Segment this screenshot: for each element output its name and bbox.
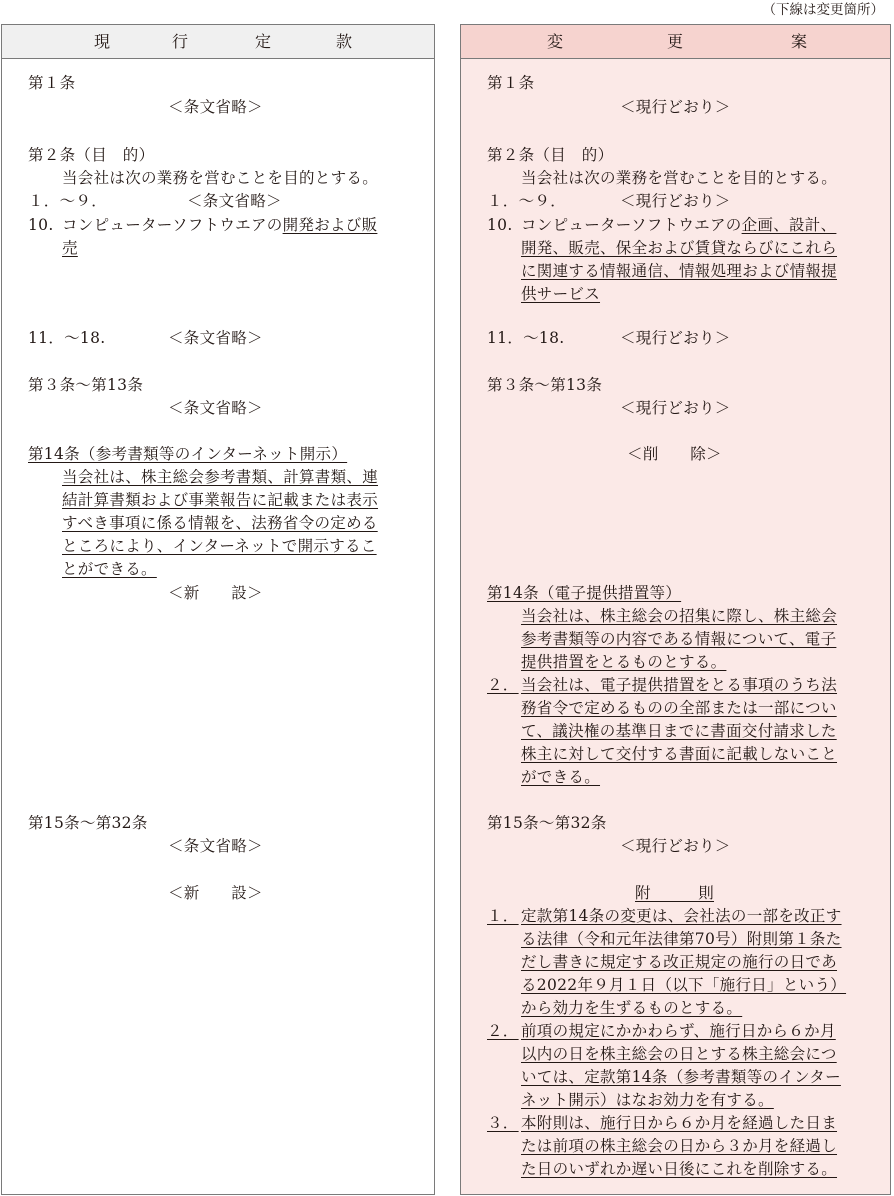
article-14-para2-number: ２． — [487, 676, 519, 694]
items-1-9-omitted: ＜条文省略＞ — [187, 192, 282, 210]
article-14-line: すべき事項に係る情報を、法務省令の定める — [62, 514, 378, 532]
supplementary-1-line: 定款第14条の変更は、会社法の一部を改正す — [521, 907, 842, 925]
header-char: 案 — [791, 32, 808, 51]
item-10-text — [62, 214, 377, 237]
article-14-line: とができる。 — [62, 560, 157, 578]
legend-note: （下線は変更箇所） — [762, 2, 884, 18]
article-1-unchanged: ＜現行どおり＞ — [620, 98, 731, 116]
article-14-title: 第14条（電子提供措置等） — [487, 584, 682, 602]
item-10-changed: 開発および販 — [282, 216, 378, 234]
article-2-title: 第２条（目 的） — [28, 146, 155, 164]
articles-15-32-omitted: ＜条文省略＞ — [168, 837, 263, 855]
proposed-amendments-column — [460, 24, 891, 1195]
items-11-18-unchanged: ＜現行どおり＞ — [620, 329, 731, 347]
item-10-changed: 企画、設計、 — [741, 216, 837, 234]
articles-3-13-title: 第３条～第13条 — [28, 376, 144, 394]
supplementary-2-line: ネット開示）はなお効力を有する。 — [521, 1091, 774, 1109]
item-10-changed-line: に関連する情報通信、情報処理および情報提 — [521, 262, 838, 280]
new-article-placeholder: ＜新 設＞ — [168, 584, 263, 602]
supplementary-3-line: たは前項の株主総会の日から３か月を経過し — [521, 1137, 838, 1155]
article-2-title: 第２条（目 的） — [487, 146, 614, 164]
article-14-line: 当会社は、株主総会参考書類、計算書類、連 — [62, 468, 379, 486]
item-10-number: 10. — [487, 216, 513, 234]
supplementary-1-line: る法律（令和元年法律第70号）附則第１条た — [521, 930, 842, 948]
header-char: 更 — [667, 32, 684, 51]
header-char: 現 — [94, 32, 111, 51]
supplementary-2-number: ２． — [487, 1022, 519, 1040]
articles-3-13-unchanged: ＜現行どおり＞ — [620, 399, 731, 417]
current-articles-column — [1, 24, 435, 1195]
deleted-marker: ＜削 除＞ — [627, 445, 722, 463]
header-char: 変 — [547, 32, 564, 51]
header-char: 行 — [172, 32, 189, 51]
items-11-18: 11．～18. — [28, 329, 106, 347]
supplementary-title: 附 則 — [635, 884, 715, 902]
supplementary-1-line: る2022年９月１日（以下「施行日」という） — [521, 976, 847, 994]
article-14-line: 当会社は、株主総会の招集に際し、株主総会 — [521, 607, 838, 625]
supplementary-1-line: から効力を生ずるものとする。 — [521, 999, 743, 1017]
supplementary-1-line: だし書きに規定する改正規定の施行の日であ — [521, 953, 838, 971]
items-11-18: 11．～18. — [487, 329, 565, 347]
article-1-title: 第１条 — [28, 74, 76, 92]
article-2-body: 当会社は次の業務を営むことを目的とする。 — [521, 169, 838, 187]
article-14-para2-line: 株主に対して交付する書面に記載しないこと — [521, 745, 838, 763]
article-14-para2-line: て、議決権の基準日までに書面交付請求した — [521, 722, 837, 740]
articles-15-32-unchanged: ＜現行どおり＞ — [620, 837, 731, 855]
article-14-line: 提供措置をとるものとする。 — [521, 653, 727, 671]
item-10-changed-line: 開発、販売、保全および賃貸ならびにこれら — [521, 239, 838, 257]
supplementary-2-line: いては、定款第14条（参考書類等のインター — [521, 1068, 841, 1086]
article-14-line: ところにより、インターネットで開示するこ — [62, 537, 377, 555]
articles-15-32-title: 第15条～第32条 — [28, 814, 148, 832]
item-10-number: 10. — [28, 216, 54, 234]
supplementary-1-number: １． — [487, 907, 519, 925]
articles-3-13-title: 第３条～第13条 — [487, 376, 603, 394]
items-1-9: １．～９． — [28, 192, 108, 210]
proposed-amendments-header — [461, 25, 890, 59]
article-14-para2-line: ができる。 — [521, 768, 601, 786]
items-11-18-omitted: ＜条文省略＞ — [168, 329, 263, 347]
article-14-line: 参考書類等の内容である情報について、電子 — [521, 630, 837, 648]
article-1-omitted: ＜条文省略＞ — [168, 98, 263, 116]
item-10-text — [521, 214, 836, 237]
header-char: 定 — [255, 32, 272, 51]
item-10-plain: コンピューターソフトウエアの — [521, 216, 742, 234]
items-1-9: １．～９． — [487, 192, 567, 210]
new-supplementary-placeholder: ＜新 設＞ — [168, 884, 263, 902]
item-10-plain: コンピューターソフトウエアの — [62, 216, 283, 234]
articles-15-32-title: 第15条～第32条 — [487, 814, 607, 832]
supplementary-3-line: 本附則は、施行日から６か月を経過した日ま — [521, 1114, 838, 1132]
items-1-9-unchanged: ＜現行どおり＞ — [620, 192, 731, 210]
supplementary-3-line: た日のいずれか遅い日後にこれを削除する。 — [521, 1160, 838, 1178]
current-articles-header — [2, 25, 434, 59]
article-1-title: 第１条 — [487, 74, 535, 92]
article-14-title: 第14条（参考書類等のインターネット開示） — [28, 445, 348, 463]
article-2-body: 当会社は次の業務を営むことを目的とする。 — [62, 169, 379, 187]
article-14-para2-line: 務省令で定めるものの全部または一部につい — [521, 699, 837, 717]
supplementary-2-line: 前項の規定にかかわらず、施行日から６か月 — [521, 1022, 836, 1040]
supplementary-3-number: ３． — [487, 1114, 519, 1132]
articles-3-13-omitted: ＜条文省略＞ — [168, 399, 263, 417]
item-10-changed-cont: 売 — [62, 239, 78, 257]
article-14-line: 結計算書類および事業報告に記載または表示 — [62, 491, 379, 509]
item-10-changed-line: 供サービス — [521, 285, 601, 303]
header-char: 款 — [336, 32, 353, 51]
supplementary-2-line: 以内の日を株主総会の日とする株主総会につ — [521, 1045, 837, 1063]
article-14-para2-line: 当会社は、電子提供措置をとる事項のうち法 — [521, 676, 838, 694]
